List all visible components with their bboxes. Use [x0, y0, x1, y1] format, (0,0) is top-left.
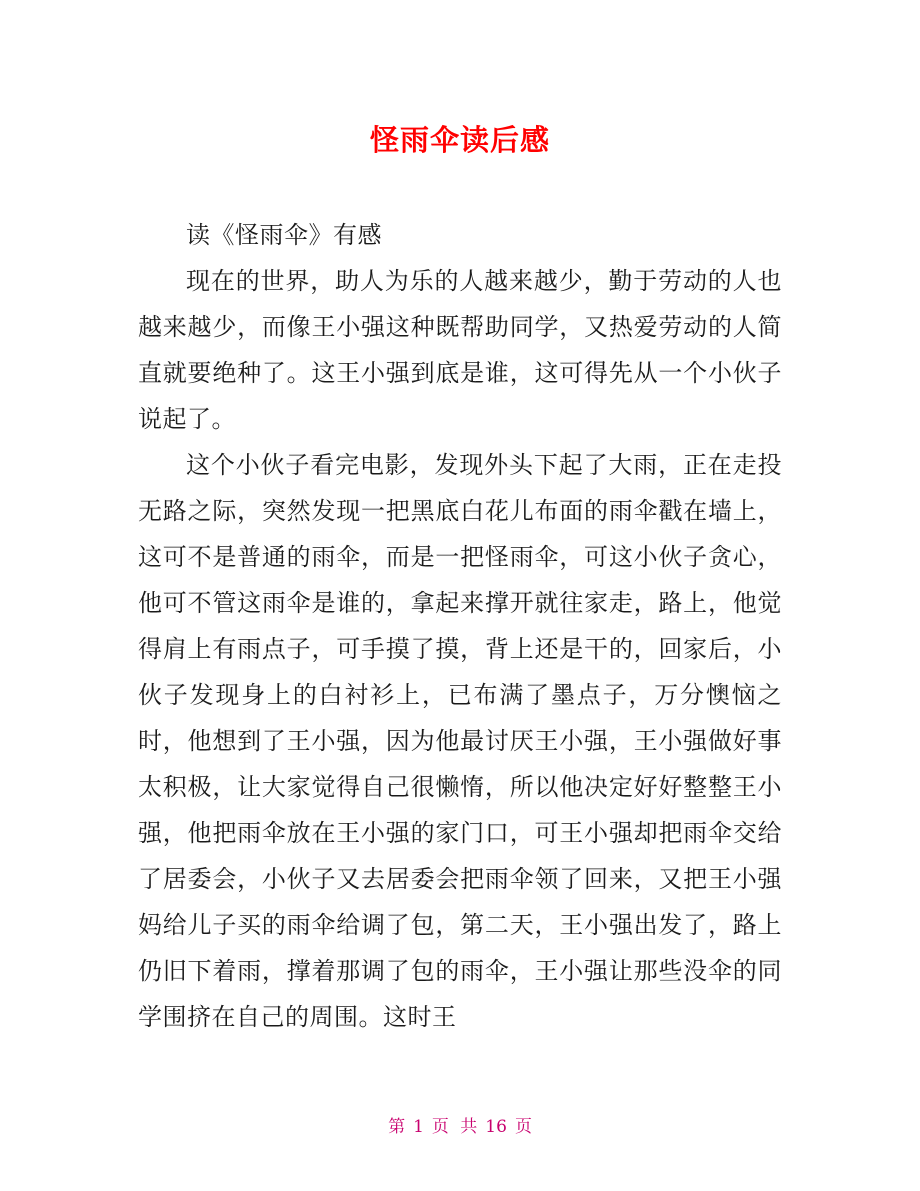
- document-title: 怪雨伞读后感: [369, 123, 550, 157]
- document-body: [138, 212, 782, 1040]
- paragraph-2: 这个小伙子看完电影，发现外头下起了大雨，正在走投无路之际，突然发现一把黑底白花儿布面的雨伞戳在墙上，这可不是普通的雨伞，而是一把怪雨伞，可这小伙子贪心，他可不管这雨伞是谁的，拿起来撑开就往家走，路上，他觉得肩上有雨点子，可手摸了摸，背上还是干的，回家后，小伙子发现身上的白衬衫上，已布满了墨点子，万分懊恼之时，他想到了王小强，因为他最讨厌王小强，王小强做好事太积极，让大家觉得自己很懒惰，所以他决定好好整整王小强，他把雨伞放在王小强的家门口，可王小强却把雨伞交给了居委会，小伙子又去居委会把雨伞领了回来，又把王小强妈给儿子买的雨伞给调了包，第二天，王小强出发了，路上仍旧下着雨，撑着那调了包的雨伞，王小强让那些没伞的同学围挤在自己的周围。这时王: [138, 451, 782, 1031]
- footer-prefix: 第: [388, 1117, 406, 1137]
- footer-suffix: 页: [514, 1117, 532, 1137]
- footer-mid: 页 共: [431, 1117, 478, 1137]
- footer-total-pages: 16: [485, 1117, 507, 1137]
- paragraph-subtitle: 读《怪雨伞》有感: [186, 221, 382, 249]
- page-footer: [0, 1112, 920, 1137]
- footer-current-page: 1: [413, 1117, 424, 1137]
- paragraph-1: 现在的世界，助人为乐的人越来越少，勤于劳动的人也越来越少，而像王小强这种既帮助同学，又热爱劳动的人简直就要绝种了。这王小强到底是谁，这可得先从一个小伙子说起了。: [138, 267, 782, 433]
